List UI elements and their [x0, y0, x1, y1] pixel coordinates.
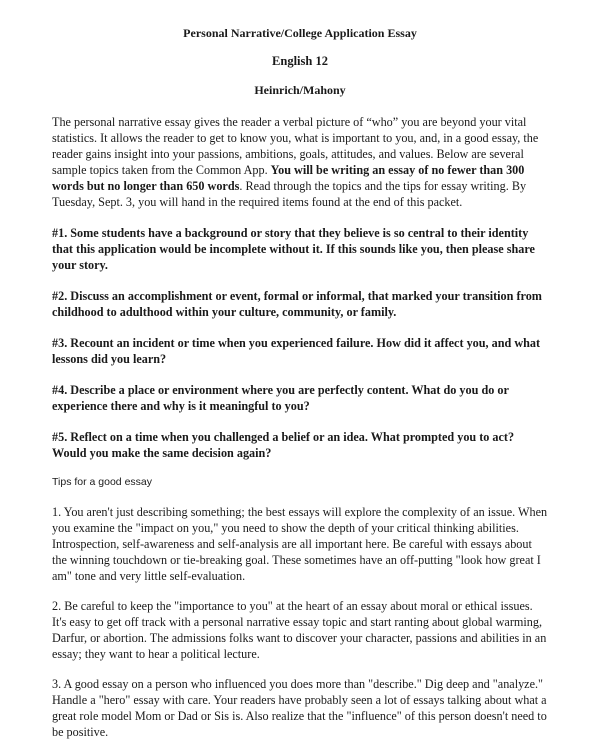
intro-text-1: The personal narrative essay gives the reader a verbal picture of “who” you are beyond your vital statistics. It allows the reader to get to know you, what is important to you, and, in a good essay, the reader gains insight into your passions, ambitions, goals, attitudes, and values. Below are several sample topics taken from the Common App. [52, 115, 539, 177]
course-name: English 12 [272, 54, 328, 68]
document-title: Personal Narrative/College Application Essay [183, 26, 417, 40]
intro-text-2: . Read through the topics and the tips for essay writing. By Tuesday, Sept. 3, you will hand in the required items found at the end of this packet. [52, 179, 527, 209]
tips-heading: Tips for a good essay [52, 476, 152, 488]
topic-4: #4. Describe a place or environment where you are perfectly content. What do you do or experience there and why is it meaningful to you? [52, 383, 509, 413]
intro-word-limit: You will be writing an essay of no fewer than 300 words but no longer than 650 words [52, 163, 525, 193]
topic-5: #5. Reflect on a time when you challenged a belief or an idea. What prompted you to act? Would you make the same decision again? [52, 430, 515, 460]
topic-2: #2. Discuss an accomplishment or event, formal or informal, that marked your transition from childhood to adulthood within your culture, community, or family. [52, 289, 542, 319]
topic-3: #3. Recount an incident or time when you experienced failure. How did it affect you, and what lessons did you learn? [52, 336, 541, 366]
topic-1: #1. Some students have a background or story that they believe is so central to their identity that this application would be incomplete without it. If this sounds like you, then please share your story. [52, 226, 535, 272]
intro-paragraph [52, 114, 548, 210]
tip-1: 1. You aren't just describing something; the best essays will explore the complexity of an issue. When you examine the "impact on you," you need to show the depth of your critical thinking abilities. Introspection, self-awareness and self-analysis are all important here. Be careful with essays about the winning touchdown or tie-breaking goal. These sometimes have an off-putting "look how great I am" tone and very little self-evaluation. [52, 505, 548, 583]
teacher-names: Heinrich/Mahony [254, 83, 346, 97]
tip-3: 3. A good essay on a person who influenced you does more than "describe." Dig deep and "analyze." Handle a "hero" essay with care. Your readers have probably seen a lot of essays talking about what a great role model Mom or Dad or Sis is. Also realize that the "influence" of this person doesn't need to be positive. [52, 677, 547, 739]
tip-2: 2. Be careful to keep the "importance to you" at the heart of an essay about moral or ethical issues. It's easy to get off track with a personal narrative essay topic and start ranting about global warming, Darfur, or abortion. The admissions folks want to discover your character, passions and abilities in an essay; they want to hear a political lecture. [52, 599, 547, 661]
